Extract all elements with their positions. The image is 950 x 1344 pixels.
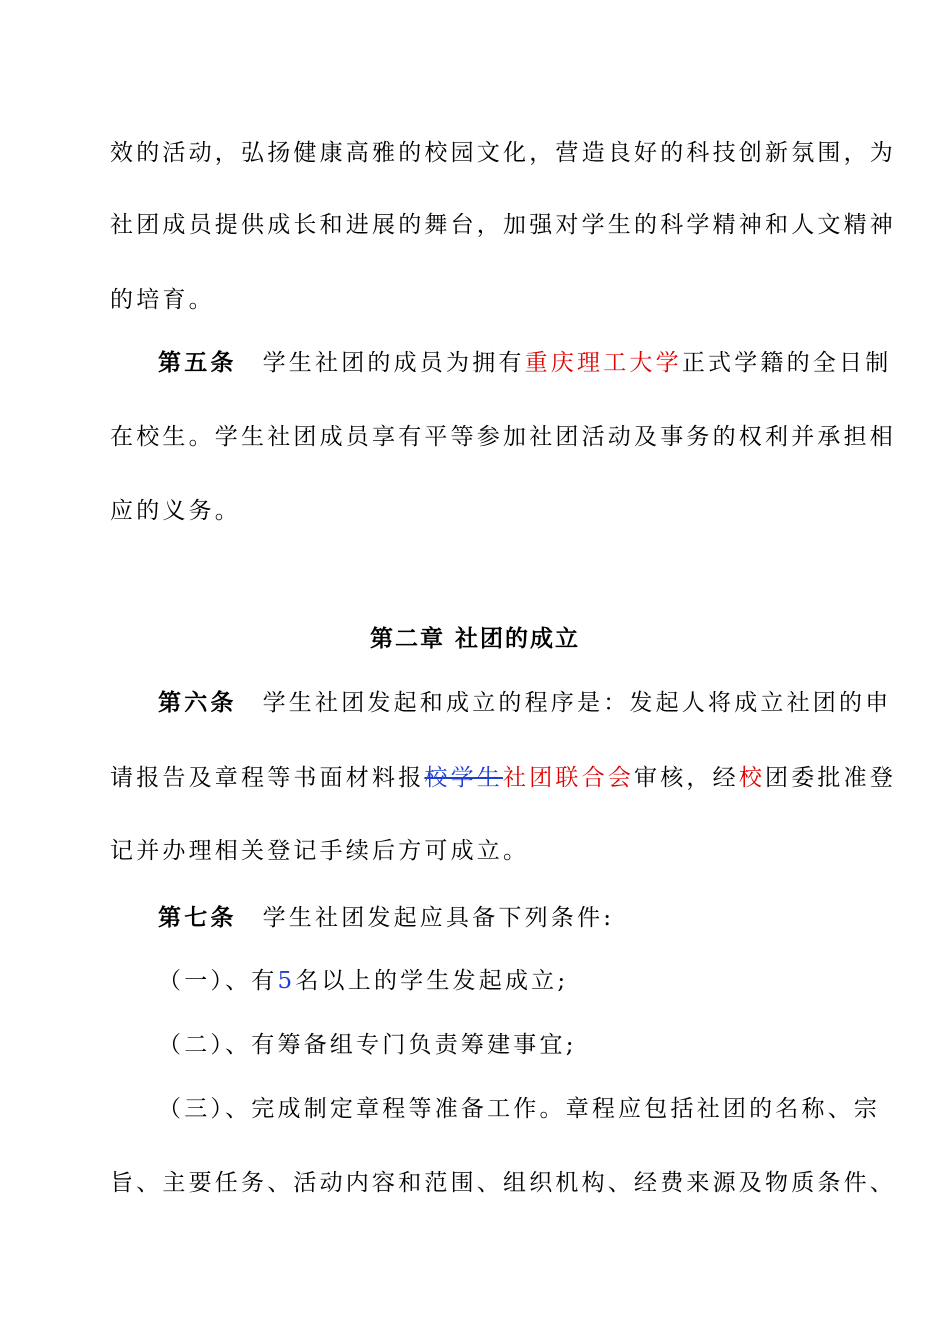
university-name-highlight: 重庆理工大学 bbox=[524, 350, 682, 376]
article-7-line bbox=[158, 903, 898, 933]
article-6-line bbox=[158, 688, 898, 718]
body-text-line: 在校生。学生社团成员享有平等参加社团活动及事务的权利并承担相 bbox=[110, 424, 896, 450]
article-5-text-cont: 正式学籍的全日制 bbox=[681, 350, 892, 376]
article-5-text: 学生社团的成员为拥有 bbox=[262, 350, 525, 376]
body-text-line: 社团成员提供成长和进展的舞台，加强对学生的科学精神和人文精神 bbox=[110, 212, 896, 238]
inserted-text: 校 bbox=[738, 765, 766, 791]
body-text-line bbox=[110, 763, 897, 793]
body-text-line: 效的活动，弘扬健康高雅的校园文化，营造良好的科技创新氛围，为 bbox=[110, 140, 896, 166]
body-text-line: 记并办理相关登记手续后方可成立。 bbox=[110, 838, 530, 864]
deleted-text: 校学生 bbox=[424, 765, 504, 791]
highlighted-number: 5 bbox=[277, 968, 296, 994]
body-text-line: 的培育。 bbox=[110, 287, 215, 313]
inserted-text: 社团联合会 bbox=[503, 765, 635, 791]
article-5-line bbox=[158, 348, 898, 378]
body-text: 请报告及章程等书面材料报 bbox=[110, 765, 425, 791]
article-7-label: 第七条 bbox=[158, 904, 237, 931]
article-5-label: 第五条 bbox=[158, 349, 237, 376]
chapter-heading: 第二章 社团的成立 bbox=[369, 625, 580, 652]
body-text: 审核，经 bbox=[634, 765, 739, 791]
list-item: （二）、有筹备组专门负责筹建事宜; bbox=[158, 1032, 577, 1058]
body-text: 团委批准登 bbox=[765, 765, 897, 791]
article-7-text: 学生社团发起应具备下列条件: bbox=[262, 905, 615, 931]
article-6-label: 第六条 bbox=[158, 689, 237, 716]
body-text-line: 旨、主要任务、活动内容和范围、组织机构、经费来源及物质条件、 bbox=[110, 1170, 896, 1196]
body-text-line: 应的义务。 bbox=[110, 498, 241, 524]
list-item: （三）、完成制定章程等准备工作。章程应包括社团的名称、宗 bbox=[158, 1096, 881, 1122]
list-item bbox=[158, 966, 898, 996]
list-item-text: 名以上的学生发起成立; bbox=[295, 968, 569, 994]
list-item-text: （一）、有 bbox=[158, 968, 278, 994]
article-6-text: 学生社团发起和成立的程序是：发起人将成立社团的申 bbox=[262, 690, 892, 716]
